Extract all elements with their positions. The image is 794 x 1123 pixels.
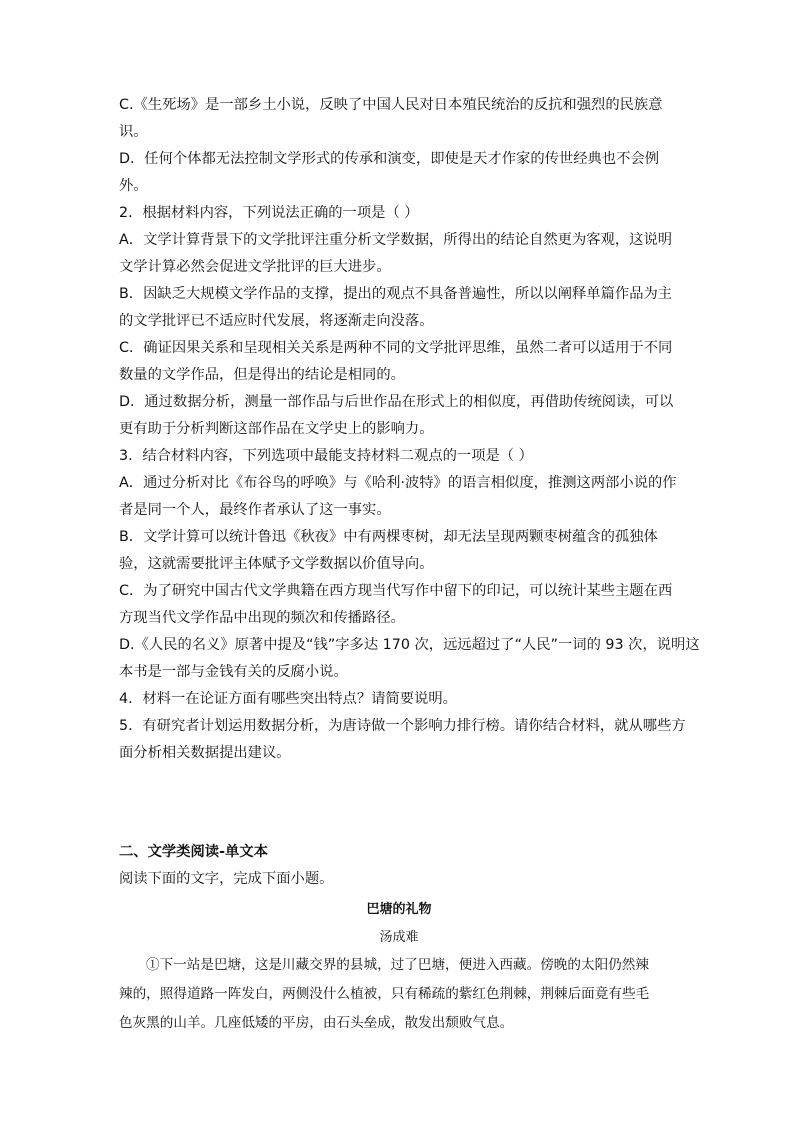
story-paragraph-line: 色灰黑的山羊。几座低矮的平房，由石头垒成，散发出颓败气息。 [119, 1015, 514, 1031]
story-paragraph-line: ①下一站是巴塘，这是川藏交界的县城，过了巴塘，便进入西藏。傍晚的太阳仍然辣 [146, 957, 649, 973]
question-line: C.《生死场》是一部乡土小说，反映了中国人民对日本殖民统治的反抗和强烈的民族意 [119, 97, 663, 113]
section-instruction: 阅读下面的文字，完成下面小题。 [119, 871, 334, 887]
question-line: D．任何个体都无法控制文学形式的传承和演变，即使是天才作家的传世经典也不会例 [119, 151, 659, 167]
question-line: B．文学计算可以统计鲁迅《秋夜》中有两棵枣树，却无法呈现两颗枣树蕴含的孤独体 [119, 529, 658, 545]
literary-reading-section [119, 839, 679, 1038]
question-line: 的文学批评已不适应时代发展，将逐渐走向没落。 [119, 313, 434, 329]
question-line: 3．结合材料内容，下列选项中最能支持材料二观点的一项是（ ） [119, 448, 533, 464]
question-line: D．通过数据分析，测量一部作品与后世作品在形式上的相似度，再借助传统阅读，可以 [119, 394, 674, 410]
question-line: 2．根据材料内容，下列说法正确的一项是（ ） [119, 205, 419, 221]
question-line: A．文学计算背景下的文学批评注重分析文学数据，所得出的结论自然更为客观，这说明 [119, 232, 673, 248]
question-line: 更有助于分析判断这部作品在文学史上的影响力。 [119, 421, 434, 437]
story-author: 汤成难 [379, 930, 419, 945]
question-line: 验，这就需要批评主体赋予文学数据以价值导向。 [119, 556, 434, 572]
question-block [119, 92, 700, 767]
question-line: C．确证因果关系和呈现相关关系是两种不同的文学批评思维，虽然二者可以适用于不同 [119, 340, 673, 356]
story-body [119, 951, 679, 1038]
question-line: 4．材料一在论证方面有哪些突出特点？请简要说明。 [119, 691, 457, 707]
question-line: 5．有研究者计划运用数据分析，为唐诗做一个影响力排行榜。请你结合材料，就从哪些方 [119, 718, 686, 734]
section-heading: 二、文学类阅读-单文本 [119, 844, 268, 860]
question-line: 识。 [119, 124, 148, 140]
question-line: A．通过分析对比《布谷鸟的呼唤》与《哈利·波特》的语言相似度，推测这两部小说的作 [119, 475, 677, 491]
question-line: 面分析相关数据提出建议。 [119, 745, 291, 761]
story-title: 巴塘的礼物 [366, 902, 432, 917]
question-line: 本书是一部与金钱有关的反腐小说。 [119, 664, 348, 680]
question-line: 数量的文学作品，但是得出的结论是相同的。 [119, 367, 405, 383]
question-line: 者是同一个人，最终作者承认了这一事实。 [119, 502, 391, 518]
question-line: 方现当代文学作品中出现的频次和传播路径。 [119, 610, 405, 626]
question-line: D.《人民的名义》原著中提及“钱”字多达 170 次，远远超过了“人民”一词的 93 次，说明这 [119, 637, 700, 653]
question-line: B．因缺乏大规模文学作品的支撑，提出的观点不具备普遍性，所以以阐释单篇作品为主 [119, 286, 673, 302]
question-line: 文学计算必然会促进文学批评的巨大进步。 [119, 259, 391, 275]
story-paragraph-line: 辣的，照得道路一阵发白，两侧没什么植被，只有稀疏的紫红色荆棘，荆棘后面竟有些毛 [119, 986, 650, 1002]
question-line: C．为了研究中国古代文学典籍在西方现当代写作中留下的印记，可以统计某些主题在西 [119, 583, 673, 599]
question-line: 外。 [119, 178, 148, 194]
